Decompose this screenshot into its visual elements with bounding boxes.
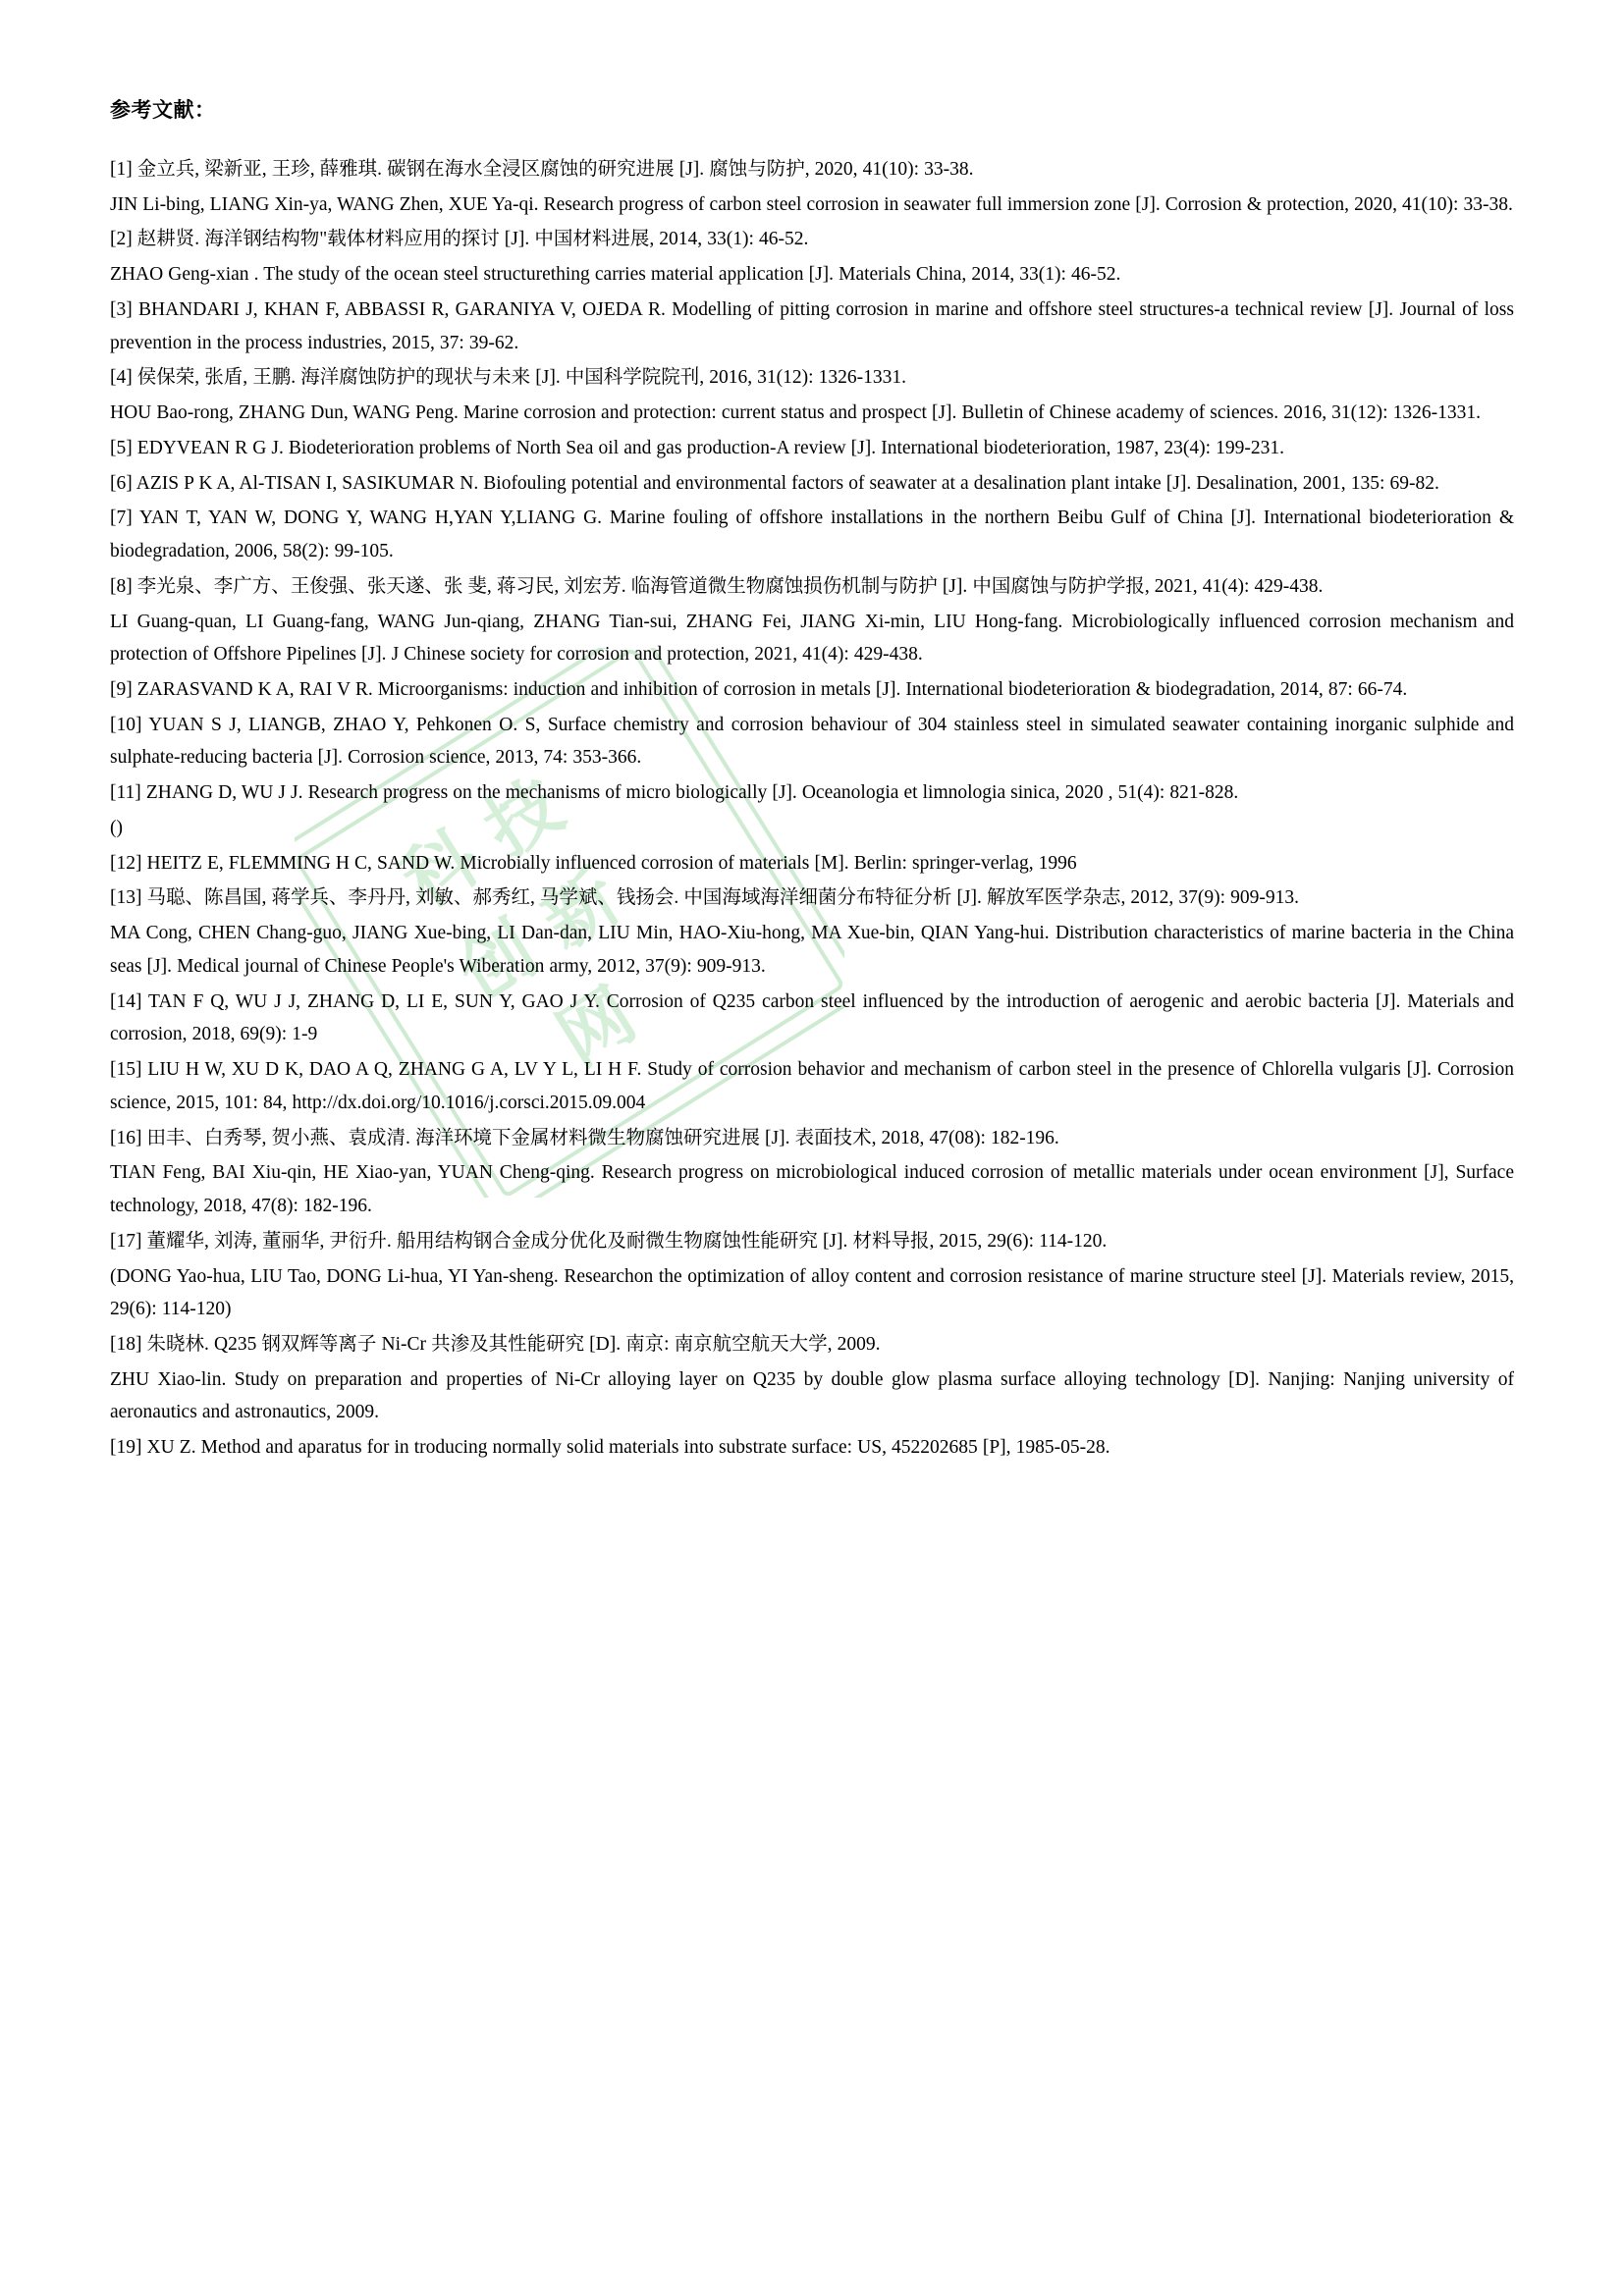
reference-item: [2] 赵耕贤. 海洋钢结构物"载体材料应用的探讨 [J]. 中国材料进展, 2014, 33(1): 46-52. xyxy=(110,229,809,250)
svg-text:科: 科 xyxy=(388,816,493,924)
reference-item: [17] 董耀华, 刘涛, 董丽华, 尹衍升. 船用结构钢合金成分优化及耐微生物腐蚀性能研究 [J]. 材料导报, 2015, 29(6): 114-120. xyxy=(110,1230,1108,1252)
reference-item: (DONG Yao-hua, LIU Tao, DONG Li-hua, YI Yan-sheng. Researchon the optimization of alloy content and corrosion resistance of marine structure steel [J]. Materials review, 2015, 29(6): 114-120) xyxy=(110,1265,1514,1320)
reference-item: MA Cong, CHEN Chang-guo, JIANG Xue-bing, LI Dan-dan, LIU Min, HAO-Xiu-hong, MA Xue-bin, QIAN Yang-hui. Distribution characteristics of marine bacteria in the China seas [J]. Medical journal of Chinese People's Wiberation army, 2012, 37(9): 909-913. xyxy=(110,923,1514,977)
svg-text:技: 技 xyxy=(470,764,576,872)
reference-item: [15] LIU H W, XU D K, DAO A Q, ZHANG G A, LV Y L, LI H F. Study of corrosion behavior and mechanism of carbon steel in the presence of Chlorella vulgaris [J]. Corrosion science, 2015, 101: 84, http://dx.doi.org/10.1016/j.corsci.2015.09.004 xyxy=(110,1059,1514,1113)
reference-item: [16] 田丰、白秀琴, 贺小燕、袁成清. 海洋环境下金属材料微生物腐蚀研究进展 [J]. 表面技术, 2018, 47(08): 182-196. xyxy=(110,1127,1059,1148)
reference-item: () xyxy=(110,817,123,838)
reference-item: [13] 马聪、陈昌国, 蒋学兵、李丹丹, 刘敏、郝秀红, 马学斌、钱扬会. 中国海域海洋细菌分布特征分析 [J]. 解放军医学杂志, 2012, 37(9): 909-913. xyxy=(110,887,1299,909)
svg-text:创: 创 xyxy=(445,907,551,1016)
reference-item: ZHAO Geng-xian . The study of the ocean steel structurething carries material application [J]. Materials China, 2014, 33(1): 46-52. xyxy=(110,264,1121,286)
reference-item: JIN Li-bing, LIANG Xin-ya, WANG Zhen, XUE Ya-qi. Research progress of carbon steel corrosion in seawater full immersion zone [J]. Corrosion & protection, 2020, 41(10): 33-38. xyxy=(110,193,1513,215)
page-title: 参考文献： xyxy=(110,99,216,122)
reference-item: LI Guang-quan, LI Guang-fang, WANG Jun-qiang, ZHANG Tian-sui, ZHANG Fei, JIANG Xi-min, LIU Hong-fang. Microbiologically influenced corrosion mechanism and protection of Offshore Pipelines [J]. J Chinese society for corrosion and protection, 2021, 41(4): 429-438. xyxy=(110,611,1514,666)
reference-item: [6] AZIS P K A, Al-TISAN I, SASIKUMAR N. Biofouling potential and environmental factors of seawater at a desalination plant intake [J]. Desalination, 2001, 135: 69-82. xyxy=(110,472,1439,494)
reference-item: [18] 朱晓林. Q235 钢双辉等离子 Ni-Cr 共渗及其性能研究 [D]. 南京: 南京航空航天大学, 2009. xyxy=(110,1333,881,1355)
reference-item: [11] ZHANG D, WU J J. Research progress on the mechanisms of micro biologically [J]. Oceanologia et limnologia sinica, 2020 , 51(4): 821-828. xyxy=(110,782,1239,804)
reference-item: [4] 侯保荣, 张盾, 王鹏. 海洋腐蚀防护的现状与未来 [J]. 中国科学院院刊, 2016, 31(12): 1326-1331. xyxy=(110,367,907,389)
reference-item: [3] BHANDARI J, KHAN F, ABBASSI R, GARANIYA V, OJEDA R. Modelling of pitting corrosion in marine and offshore steel structures-a technical review [J]. Journal of loss prevention in the process industries, 2015, 37: 39-62. xyxy=(110,298,1514,353)
svg-text:网: 网 xyxy=(544,973,649,1081)
reference-item: [7] YAN T, YAN W, DONG Y, WANG H,YAN Y,LIANG G. Marine fouling of offshore installations in the northern Beibu Gulf of China [J]. International biodeterioration & biodegradation, 2006, 58(2): 99-105. xyxy=(110,507,1514,562)
reference-item: [10] YUAN S J, LIANGB, ZHAO Y, Pehkonen O. S, Surface chemistry and corrosion behaviour of 304 stainless steel in simulated seawater containing inorganic sulphide and sulphate-reducing bacteria [J]. Corrosion science, 2013, 74: 353-366. xyxy=(110,714,1514,769)
reference-item: [9] ZARASVAND K A, RAI V R. Microorganisms: induction and inhibition of corrosion in metals [J]. International biodeterioration & biodegradation, 2014, 87: 66-74. xyxy=(110,679,1408,701)
reference-item: HOU Bao-rong, ZHANG Dun, WANG Peng. Marine corrosion and protection: current status and prospect [J]. Bulletin of Chinese academy of sciences. 2016, 31(12): 1326-1331. xyxy=(110,402,1482,424)
reference-item: [1] 金立兵, 梁新亚, 王珍, 薛雅琪. 碳钢在海水全浸区腐蚀的研究进展 [J]. 腐蚀与防护, 2020, 41(10): 33-38. xyxy=(110,159,974,180)
reference-item: [14] TAN F Q, WU J J, ZHANG D, LI E, SUN Y, GAO J Y. Corrosion of Q235 carbon steel influenced by the introduction of aerogenic and aerobic bacteria [J]. Materials and corrosion, 2018, 69(9): 1-9 xyxy=(110,990,1514,1045)
svg-text:新: 新 xyxy=(528,855,633,964)
document-content xyxy=(110,94,1514,1467)
reference-item: [12] HEITZ E, FLEMMING H C, SAND W. Microbially influenced corrosion of materials [M]. Berlin: springer-verlag, 1996 xyxy=(110,852,1077,874)
reference-item: [8] 李光泉、李广方、王俊强、张天遂、张 斐, 蒋习民, 刘宏芳. 临海管道微生物腐蚀损伤机制与防护 [J]. 中国腐蚀与防护学报, 2021, 41(4): 429-438. xyxy=(110,575,1324,597)
reference-item: [5] EDYVEAN R G J. Biodeterioration problems of North Sea oil and gas production-A review [J]. International biodeterioration, 1987, 23(4): 199-231. xyxy=(110,437,1284,458)
reference-item: [19] XU Z. Method and aparatus for in troducing normally solid materials into substrate surface: US, 452202685 [P], 1985-05-28. xyxy=(110,1437,1110,1459)
reference-item: TIAN Feng, BAI Xiu-qin, HE Xiao-yan, YUAN Cheng-qing. Research progress on microbiological induced corrosion of metallic materials under ocean environment [J], Surface technology, 2018, 47(8): 182-196. xyxy=(110,1162,1514,1217)
reference-item: ZHU Xiao-lin. Study on preparation and properties of Ni-Cr alloying layer on Q235 by double glow plasma surface alloying technology [D]. Nanjing: Nanjing university of aeronautics and astronautics, 2009. xyxy=(110,1368,1514,1423)
